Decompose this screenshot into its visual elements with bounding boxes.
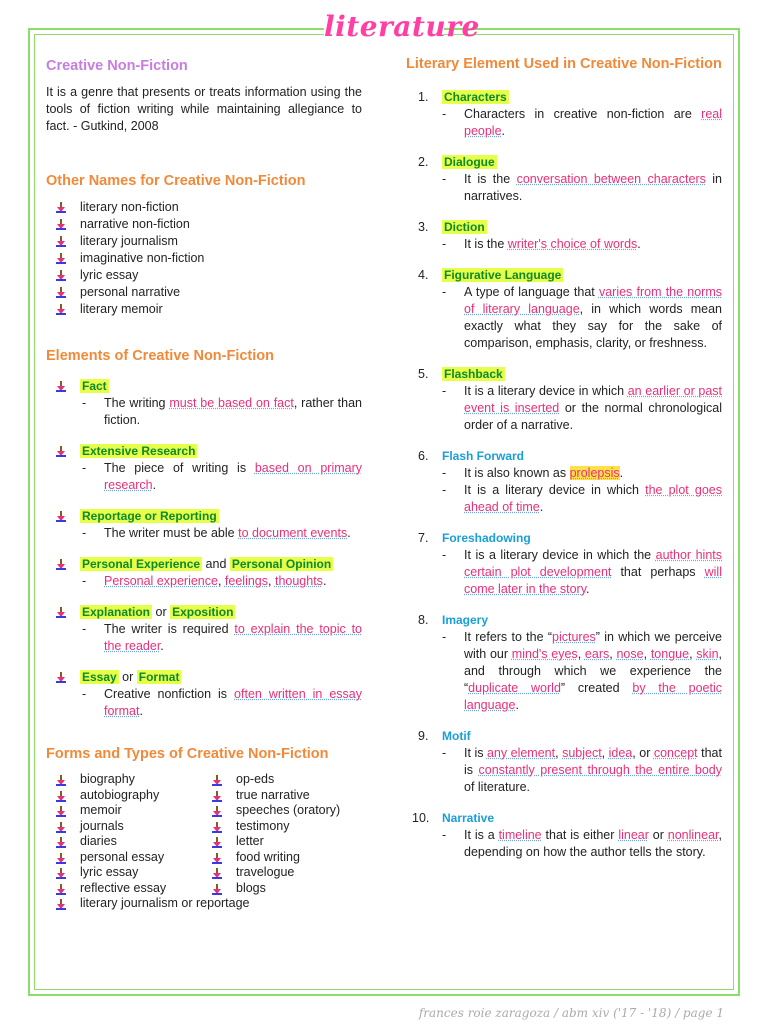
arrow-bullet-icon bbox=[212, 775, 222, 786]
left-column bbox=[46, 52, 362, 912]
list-item: personal essay bbox=[46, 850, 202, 866]
list-item: reflective essay bbox=[46, 881, 202, 897]
arrow-bullet-icon bbox=[56, 884, 66, 895]
list-item: letter bbox=[202, 834, 362, 850]
element-extensive-research: Extensive Research - The piece of writing is based on primary research. bbox=[46, 443, 362, 494]
literary-elements-heading: Literary Element Used in Creative Non-Fiction bbox=[406, 56, 722, 72]
literary-item-flashback: 5. Flashback - It is a literary device in which an earlier or past event is inserted or the normal chronological order of a narrative. bbox=[406, 366, 722, 434]
list-item: personal narrative bbox=[46, 284, 362, 301]
literary-item-narrative: 10. Narrative - It is a timeline that is either linear or nonlinear, depending on how the author tells the story. bbox=[406, 810, 722, 861]
element-explanation: Explanation or Exposition - The writer is required to explain the topic to the reader. bbox=[46, 604, 362, 655]
element-reportage: Reportage or Reporting - The writer must be able to document events. bbox=[46, 508, 362, 542]
literary-item-dialogue: 2. Dialogue - It is the conversation between characters in narratives. bbox=[406, 154, 722, 205]
arrow-bullet-icon bbox=[212, 837, 222, 848]
arrow-bullet-icon bbox=[56, 236, 66, 247]
arrow-bullet-icon bbox=[56, 270, 66, 281]
list-item: testimony bbox=[202, 819, 362, 835]
page-footer: frances roie zaragoza / abm xiv ('17 - '18) / page 1 bbox=[418, 1006, 724, 1020]
list-item: true narrative bbox=[202, 788, 362, 804]
list-item: speeches (oratory) bbox=[202, 803, 362, 819]
arrow-bullet-icon bbox=[56, 822, 66, 833]
list-item: diaries bbox=[46, 834, 202, 850]
list-item: literary journalism bbox=[46, 233, 362, 250]
arrow-bullet-icon bbox=[56, 304, 66, 315]
list-item: autobiography bbox=[46, 788, 202, 804]
list-item: lyric essay bbox=[46, 267, 362, 284]
arrow-bullet-icon bbox=[56, 253, 66, 264]
arrow-bullet-icon bbox=[56, 287, 66, 298]
other-names-list bbox=[46, 199, 362, 318]
arrow-bullet-icon bbox=[56, 219, 66, 230]
list-item: biography bbox=[46, 772, 202, 788]
list-item: lyric essay bbox=[46, 865, 202, 881]
literary-item-figurative-language: 4. Figurative Language - A type of language that varies from the norms of literary language, in which words mean exactly what they say for the sake of comparison, emphasis, clarity, or freshness. bbox=[406, 267, 722, 352]
arrow-bullet-icon bbox=[56, 559, 66, 570]
literary-item-diction: 3. Diction - It is the writer's choice of words. bbox=[406, 219, 722, 253]
arrow-bullet-icon bbox=[56, 837, 66, 848]
forms-list bbox=[46, 772, 362, 896]
arrow-bullet-icon bbox=[56, 446, 66, 457]
right-column bbox=[406, 52, 722, 861]
forms-heading: Forms and Types of Creative Non-Fiction bbox=[46, 746, 329, 762]
list-item: op-eds bbox=[202, 772, 362, 788]
cnf-definition: It is a genre that presents or treats information using the tools of fiction writing while maintaining allegiance to fact. - Gutkind, 2008 bbox=[46, 85, 362, 133]
literary-item-flash-forward: 6. Flash Forward - It is also known as prolepsis. - It is a literary device in which the plot goes ahead of time. bbox=[406, 448, 722, 516]
literary-item-imagery: 8. Imagery - It refers to the “pictures” in which we perceive with our mind's eyes, ears, nose, tongue, skin, and through which we experience the “duplicate world” created by the poetic language. bbox=[406, 612, 722, 714]
arrow-bullet-icon bbox=[56, 202, 66, 213]
list-item: memoir bbox=[46, 803, 202, 819]
arrow-bullet-icon bbox=[212, 884, 222, 895]
arrow-bullet-icon bbox=[56, 511, 66, 522]
literary-item-foreshadowing: 7. Foreshadowing - It is a literary device in which the author hints certain plot development that perhaps will come later in the story. bbox=[406, 530, 722, 598]
arrow-bullet-icon bbox=[56, 672, 66, 683]
list-item: literary memoir bbox=[46, 301, 362, 318]
cnf-heading: Creative Non-Fiction bbox=[46, 58, 188, 74]
arrow-bullet-icon bbox=[56, 381, 66, 392]
elements-heading: Elements of Creative Non-Fiction bbox=[46, 348, 275, 364]
arrow-bullet-icon bbox=[56, 607, 66, 618]
arrow-bullet-icon bbox=[212, 868, 222, 879]
list-item: narrative non-fiction bbox=[46, 216, 362, 233]
list-item: blogs bbox=[202, 881, 362, 897]
arrow-bullet-icon bbox=[212, 853, 222, 864]
list-item: journals bbox=[46, 819, 202, 835]
arrow-bullet-icon bbox=[56, 791, 66, 802]
arrow-bullet-icon bbox=[56, 868, 66, 879]
element-essay: Essay or Format - Creative nonfiction is often written in essay format. bbox=[46, 669, 362, 720]
list-item: literary non-fiction bbox=[46, 199, 362, 216]
literary-item-motif: 9. Motif - It is any element, subject, idea, or concept that is constantly present through the entire body of literature. bbox=[406, 728, 722, 796]
arrow-bullet-icon bbox=[212, 791, 222, 802]
other-names-heading: Other Names for Creative Non-Fiction bbox=[46, 173, 306, 189]
list-item: food writing bbox=[202, 850, 362, 866]
arrow-bullet-icon bbox=[212, 806, 222, 817]
list-item: imaginative non-fiction bbox=[46, 250, 362, 267]
arrow-bullet-icon bbox=[56, 899, 66, 910]
list-item: literary journalism or reportage bbox=[46, 896, 362, 912]
element-personal-experience: Personal Experience and Personal Opinion - Personal experience, feelings, thoughts. bbox=[46, 556, 362, 590]
arrow-bullet-icon bbox=[56, 806, 66, 817]
arrow-bullet-icon bbox=[56, 775, 66, 786]
arrow-bullet-icon bbox=[212, 822, 222, 833]
page-title: literature bbox=[324, 10, 480, 43]
arrow-bullet-icon bbox=[56, 853, 66, 864]
literary-item-characters: 1. Characters - Characters in creative non-fiction are real people. bbox=[406, 89, 722, 140]
list-item: travelogue bbox=[202, 865, 362, 881]
element-fact: Fact - The writing must be based on fact, rather than fiction. bbox=[46, 378, 362, 429]
